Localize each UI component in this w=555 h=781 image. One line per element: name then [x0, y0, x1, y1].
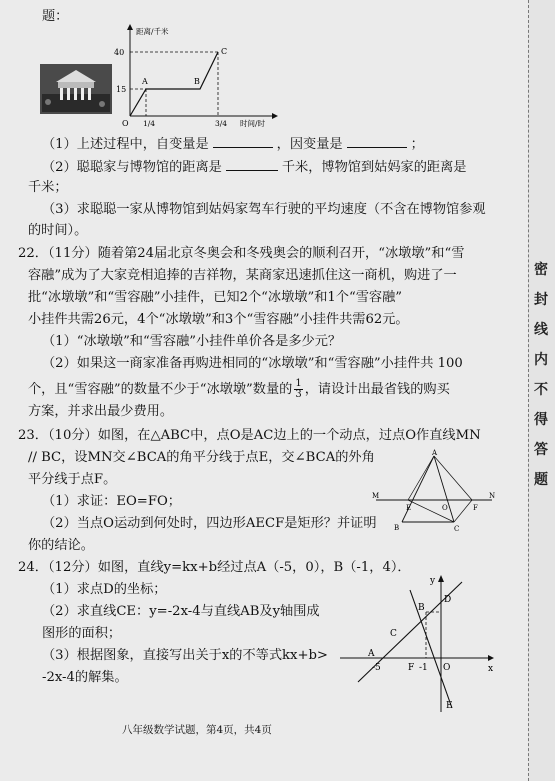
y-tick-40: 40 [114, 48, 125, 57]
label-n: N [489, 492, 496, 500]
tick-minus-1: -1 [419, 663, 428, 673]
q22-line4: 小挂件共需26元，4个“冰墩墩”和3个“雪容融”小挂件共需62元。 [28, 312, 409, 327]
label-e: E [406, 504, 412, 512]
label-f: F [408, 663, 415, 673]
distance-time-graph [112, 22, 282, 132]
line-ce [410, 590, 452, 708]
q23-line2: // BC，设MN交∠BCA的角平分线于点E，交∠BCA的外角 [28, 450, 375, 465]
museum-photo [40, 64, 112, 114]
q24-line1: 24．（12分）如图，直线y=kx+b经过点A（-5，0），B（-1，4）． [18, 560, 411, 575]
answer-blank-2[interactable] [347, 135, 407, 148]
label-e: E [446, 701, 453, 711]
q22-line8: 方案，并求出最少费用。 [28, 404, 174, 419]
graph-xlabel: 时间/时 [240, 119, 266, 128]
label-d: D [444, 595, 452, 605]
fraction-one-third: $\frac{1}{3}$ [295, 378, 302, 400]
x-tick-three-quarters: 3/4 [215, 119, 228, 128]
q22-line1: 22．（11分）随着第24届北京冬奥会和冬残奥会的顺利召开，“冰墩墩”和“雪 [18, 246, 465, 261]
q23-line1: 23．（10分）如图，在△ABC中，点O是AC边上的一个动点，过点O作直线MN [18, 428, 481, 443]
point-a-label: A [142, 77, 148, 86]
label-b: B [394, 524, 400, 532]
label-b: B [418, 603, 425, 613]
label-o: O [442, 504, 448, 512]
q21-line2: （2）聪聪家与博物馆的距离是 千米，博物馆到姑妈家的距离是 [42, 160, 467, 175]
point-c-label: C [221, 47, 228, 56]
q21-line2-cont: 千米； [28, 180, 68, 195]
q22-line3: 批“冰墩墩”和“雪容融”小挂件，已知2个“冰墩墩”和1个“雪容融” [28, 290, 403, 305]
q23-line6: 你的结论。 [28, 538, 94, 553]
label-a: A [368, 649, 375, 659]
q21-line1: （1）上述过程中，自变量是 ，因变量是 ； [42, 137, 424, 152]
q24-line5: （3）根据图象，直接写出关于x的不等式kx+b> [42, 648, 328, 663]
axis-x-label: x [488, 664, 494, 674]
binding-margin-text: 密封线内不得答题 [534, 262, 548, 488]
q22-line2: 容融”成为了大家竞相追捧的吉祥物，某商家迅速抓住这一商机，购进了一 [28, 268, 457, 283]
triangle-abc-figure [372, 448, 497, 533]
coordinate-graph [338, 572, 498, 717]
q21-line3-cont: 的时间）。 [28, 223, 88, 238]
q23-line4: （1）求证：EO=FO； [42, 494, 181, 509]
answer-blank-3[interactable] [226, 158, 278, 171]
x-tick-quarter: 1/4 [143, 119, 156, 128]
q22-line7: 个，且“雪容融”的数量不少于“冰墩墩”数量的 $\frac{1}{3}$ ，请设计出最省钱的购买 [28, 378, 450, 400]
q21-line3: （3）求聪聪一家从博物馆到姑妈家驾车行驶的平均速度（不含在博物馆参观 [42, 202, 486, 217]
page-footer: 八年级数学试题，第4页，共4页 [122, 724, 272, 736]
q23-line3: 平分线于点F。 [28, 472, 117, 487]
label-c: C [454, 525, 460, 533]
graph-ylabel: 距离/千米 [136, 27, 169, 36]
q24-line2: （1）求点D的坐标； [42, 582, 167, 597]
origin-o: O [443, 663, 451, 673]
tick-minus-5: -5 [372, 663, 381, 673]
q24-line3: （2）求直线CE：y=-2x-4与直线AB及y轴围成 [42, 604, 320, 619]
q22-line6: （2）如果这一商家准备再购进相同的“冰墩墩”和“雪容融”小挂件共 100 [42, 356, 463, 371]
header-fragment: 题： [42, 9, 69, 24]
q24-line6: -2x-4的解集。 [42, 670, 128, 685]
q24-line4: 图形的面积； [42, 626, 122, 641]
label-a: A [432, 449, 438, 457]
axis-y-label: y [430, 576, 436, 586]
y-tick-15: 15 [116, 85, 127, 94]
label-c: C [390, 629, 397, 639]
q23-line5: （2）当点O运动到何处时，四边形AECF是矩形？并证明 [42, 516, 377, 531]
label-m: M [372, 492, 380, 500]
label-f: F [473, 504, 478, 512]
origin-label: O [122, 119, 129, 128]
q22-line5: （1）“冰墩墩”和“雪容融”小挂件单价各是多少元？ [42, 334, 342, 349]
answer-blank-1[interactable] [213, 135, 273, 148]
point-b-label: B [194, 77, 200, 86]
